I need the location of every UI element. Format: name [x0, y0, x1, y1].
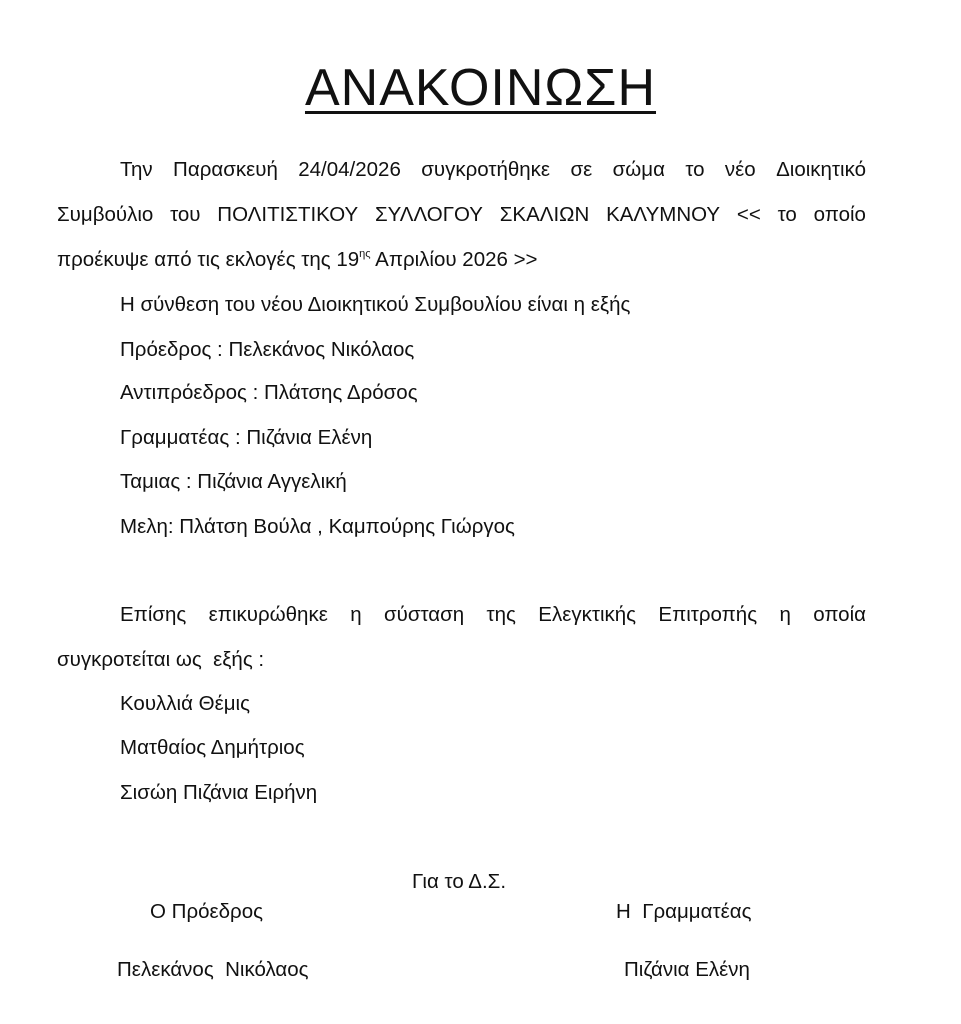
word: Παρασκευή	[173, 158, 278, 181]
word: Επίσης	[120, 603, 187, 626]
word: του	[170, 203, 201, 226]
secretary-role: Η Γραμματέας	[616, 900, 752, 923]
word: οποία	[813, 603, 866, 626]
audit-member: Ματθαίος Δημήτριος	[120, 736, 305, 759]
audit-line-2: συγκροτείται ως εξής :	[57, 648, 265, 671]
page-title	[0, 56, 961, 120]
board-member-vice-president: Αντιπρόεδρος : Πλάτσης Δρόσος	[120, 381, 418, 404]
word: η	[779, 603, 791, 626]
word: νέο	[724, 158, 756, 181]
board-member-members: Μελη: Πλάτση Βούλα , Καμπούρης Γιώργος	[120, 515, 515, 538]
word: οποίο	[813, 203, 866, 226]
president-role: Ο Πρόεδρος	[150, 900, 264, 923]
board-member-secretary: Γραμματέας : Πιζάνια Ελένη	[120, 426, 373, 449]
audit-member: Σισώη Πιζάνια Ειρήνη	[120, 781, 318, 804]
intro-line-1	[120, 156, 866, 184]
word: 24/04/2026	[298, 158, 401, 181]
word: ΠΟΛΙΤΙΣΤΙΚΟΥ	[217, 203, 359, 226]
word: σύσταση	[383, 603, 465, 626]
word: της	[486, 603, 516, 626]
for-board-label: Για το Δ.Σ.	[412, 870, 507, 893]
ordinal-suffix: ης	[359, 248, 371, 260]
word: σώμα	[612, 158, 665, 181]
word: Διοικητικό	[776, 158, 866, 181]
word: το	[685, 158, 705, 181]
intro-line-3-start: προέκυψε από τις εκλογές της 19	[57, 248, 360, 271]
audit-line-1	[120, 601, 866, 629]
secretary-name: Πιζάνια Ελένη	[624, 958, 750, 981]
page-title-text: ΑΝΑΚΟΙΝΩΣΗ	[304, 59, 657, 117]
word: Επιτροπής	[658, 603, 758, 626]
word: η	[350, 603, 362, 626]
board-member-treasurer: Ταμιας : Πιζάνια Αγγελική	[120, 470, 347, 493]
board-member-president: Πρόεδρος : Πελεκάνος Νικόλαος	[120, 338, 415, 361]
word: ΣΥΛΛΟΓΟΥ	[374, 203, 483, 226]
intro-line-3-end: Απριλίου 2026 >>	[370, 248, 538, 271]
audit-member: Κουλλιά Θέμις	[120, 692, 250, 715]
president-name: Πελεκάνος Νικόλαος	[117, 958, 309, 981]
word: ΚΑΛΥΜΝΟΥ	[606, 203, 721, 226]
word: Συμβούλιο	[57, 203, 154, 226]
word: το	[777, 203, 797, 226]
word: επικυρώθηκε	[208, 603, 328, 626]
board-heading: Η σύνθεση του νέου Διοικητικού Συμβουλίου είναι η εξής	[120, 293, 631, 316]
word: συγκροτήθηκε	[421, 158, 551, 181]
intro-line-3	[57, 246, 538, 274]
word: Την	[120, 158, 153, 181]
word: <<	[736, 203, 761, 226]
intro-line-2	[57, 201, 866, 229]
word: ΣΚΑΛΙΩΝ	[499, 203, 590, 226]
word: σε	[570, 158, 593, 181]
word: Ελεγκτικής	[538, 603, 637, 626]
